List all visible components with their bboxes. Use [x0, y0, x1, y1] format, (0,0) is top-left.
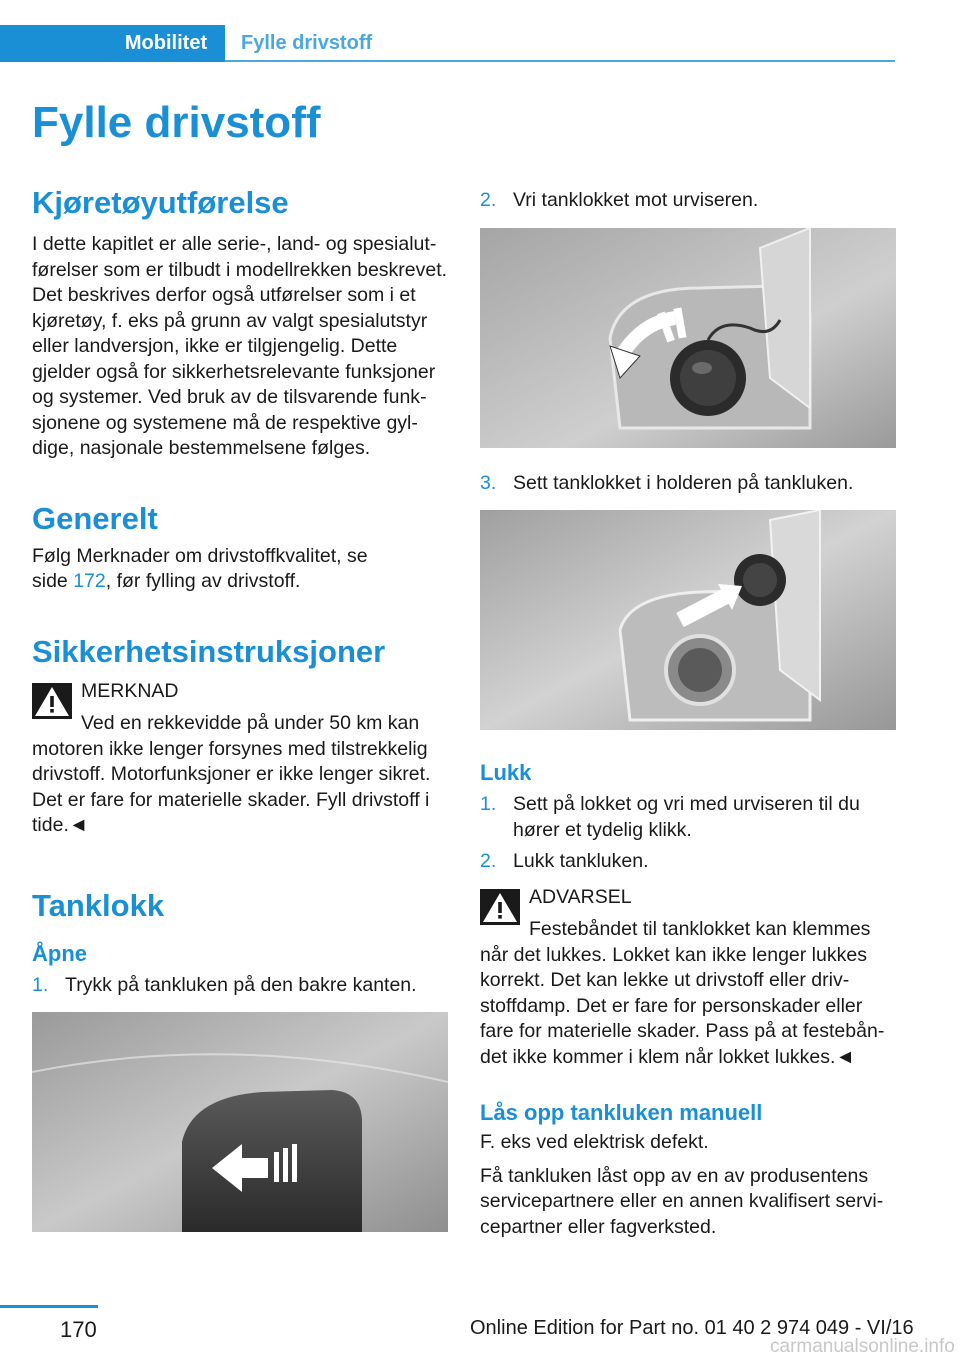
subsection-title-lukk: Lukk	[480, 760, 532, 785]
section-title-sikkerhet: Sikkerhetsinstruksjoner	[32, 633, 386, 669]
step-open-3	[480, 471, 898, 497]
right-column	[480, 184, 898, 1240]
warning-text-rest: motoren ikke lenger forsynes med tilstrekkelig drivstoff. Motorfunksjoner er ikke lenger sikret. Det er fare for materielle skader. Fyll drivstoff i tide.◄	[32, 737, 431, 836]
photo-cap-in-holder	[480, 510, 896, 730]
step-text: Sett tanklokket i holderen på tankluken.	[513, 471, 854, 494]
step-number: 2.	[480, 189, 497, 211]
subsection-title-manuell: Lås opp tankluken manuell	[480, 1100, 763, 1125]
page-title: Fylle drivstoff	[32, 98, 321, 147]
warning-text-first: Ved en rekkevidde på under 50 km kan	[81, 712, 420, 734]
step-number: 3.	[480, 471, 497, 494]
step-close-2	[480, 849, 898, 875]
step-number: 1.	[480, 793, 497, 815]
subsection-title-apne: Åpne	[32, 940, 87, 966]
warning-box-advarsel	[480, 885, 898, 1071]
step-text: Sett på lokket og vri med urviseren til du hører et tydelig klikk.	[513, 793, 860, 841]
manual-text-2: Få tankluken låst opp av en av produsentens servicepartnere eller en annen kvalifisert servicepartner eller fagverksted.	[480, 1164, 884, 1238]
step-close-1	[480, 792, 898, 843]
header-tab-mobilitet[interactable]: Mobilitet	[124, 32, 208, 54]
step-open-1	[32, 973, 452, 999]
photo-unscrew-fuel-cap	[480, 228, 896, 448]
footer-rule	[0, 1305, 98, 1308]
step-number: 1.	[32, 973, 49, 996]
section-title-generelt: Generelt	[32, 500, 158, 536]
warning-box-merknad	[32, 679, 452, 839]
warning-text-first: Festebåndet til tanklokket kan klemmes	[529, 918, 871, 940]
edition-note: Online Edition for Part no. 01 40 2 974 049 - VI/16	[470, 1317, 914, 1339]
left-column	[32, 184, 452, 1232]
warning-text-rest: når det lukkes. Lokket kan ikke lenger lukkes korrekt. Det kan lekke ut drivstoff eller drivstoffdamp. Det er fare for personskader eller fare for materielle skader. Pass på at festebåndet ikke kommer i klem når lokket lukkes.◄	[480, 943, 885, 1068]
photo-fuel-flap-press	[32, 1012, 448, 1232]
generelt-text-a: Følg Merknader om drivstoffkvalitet, se side	[32, 544, 368, 592]
generelt-text-b: , før fylling av drivstoff.	[105, 570, 301, 592]
section-title-tanklokk: Tanklokk	[32, 887, 165, 923]
section-title-kjoretoyutforelse: Kjøretøyutførelse	[32, 185, 289, 220]
warning-label-advarsel: ADVARSEL	[529, 885, 632, 908]
warning-triangle-icon	[32, 683, 72, 719]
page-number: 170	[60, 1317, 97, 1342]
header-tab-fylle-drivstoff[interactable]: Fylle drivstoff	[241, 32, 373, 54]
page-link-172[interactable]: 172	[73, 570, 106, 592]
step-open-2	[480, 188, 898, 214]
step-number: 2.	[480, 850, 497, 872]
section-text-kjoretoyutforelse: I dette kapitlet er alle serie-, land- og spesialutførelser som er tilbudt i modellrekken beskrevet. Det beskrives derfor også utførelser som i et kjøretøy, f. eks på grunn av valgt spesialutstyr eller landversjon, ikke er tilgjengelig. Dette gjelder også for sikkerhetsrelevante funksjoner og systemer. Ved bruk av de tilsvarende funksjonene og systemene må de respektive gyldige, nasjonale bestemmelsene følges.	[32, 233, 448, 459]
step-text: Vri tanklokket mot urviseren.	[513, 189, 759, 211]
manual-text-1: F. eks ved elektrisk defekt.	[480, 1131, 709, 1153]
section-text-generelt	[32, 544, 392, 595]
step-text: Trykk på tankluken på den bakre kanten.	[65, 973, 417, 996]
watermark: carmanualsonline.info	[770, 1336, 955, 1357]
warning-triangle-icon	[480, 889, 520, 925]
warning-label-merknad: MERKNAD	[81, 679, 179, 702]
step-text: Lukk tankluken.	[513, 850, 649, 872]
header-rule	[225, 60, 895, 62]
